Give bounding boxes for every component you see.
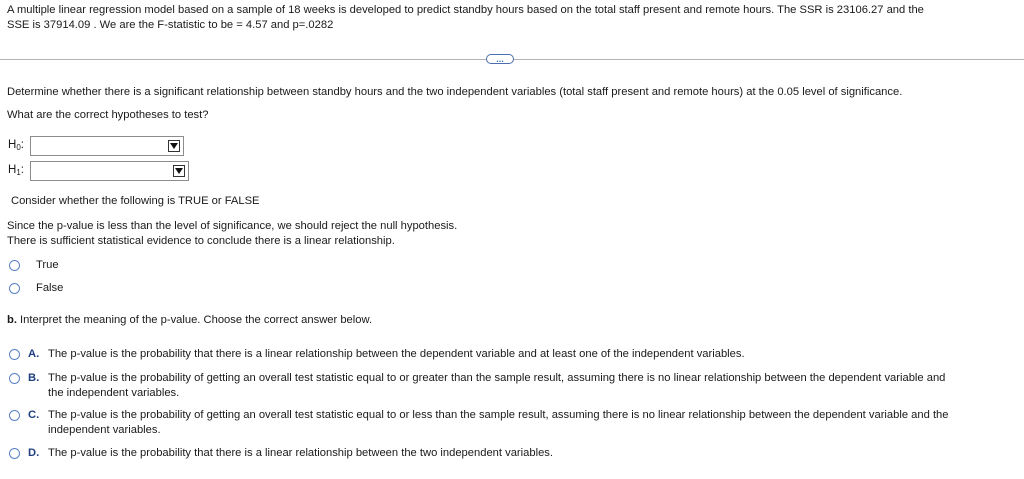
choice-d-letter[interactable]: D. <box>28 447 40 459</box>
h0-dropdown[interactable] <box>30 136 184 156</box>
question-intro: Determine whether there is a significant relationship between standby hours and the two independent variables (total staff present and remote hours) at the 0.05 level of significance. <box>7 86 903 98</box>
statement-line-1: Since the p-value is less than the level of significance, we should reject the null hypothesis. <box>7 220 458 232</box>
false-radio[interactable] <box>9 283 20 294</box>
dropdown-arrow-icon[interactable] <box>173 165 185 177</box>
choice-b-text[interactable]: The p-value is the probability of getting an overall test statistic equal to or greater than the sample result, assuming there is no linear relationship between the dependent variable and the independent variables. <box>48 372 946 399</box>
more-button[interactable]: ... <box>486 54 514 64</box>
choice-c-text[interactable]: The p-value is the probability of getting an overall test statistic equal to or less than the sample result, assuming there is no linear relationship between the dependent variable and the independent variables. <box>48 409 949 436</box>
h1-label: H1: <box>8 164 24 177</box>
statement-line-2: There is sufficient statistical evidence to conclude there is a linear relationship. <box>7 235 395 247</box>
choice-a-letter[interactable]: A. <box>28 348 40 360</box>
choice-c-radio[interactable] <box>9 410 20 421</box>
choice-d-radio[interactable] <box>9 448 20 459</box>
hypotheses-prompt: What are the correct hypotheses to test? <box>7 109 209 121</box>
problem-line-2: SSE is 37914.09 . We are the F-statistic to be = 4.57 and p=.0282 <box>7 19 334 31</box>
true-radio[interactable] <box>9 260 20 271</box>
problem-line-1: A multiple linear regression model based on a sample of 18 weeks is developed to predict standby hours based on the total staff present and remote hours. The SSR is 23106.27 and the <box>7 4 924 16</box>
choice-b-letter[interactable]: B. <box>28 372 40 384</box>
choice-c-letter[interactable]: C. <box>28 409 40 421</box>
h1-dropdown[interactable] <box>30 161 189 181</box>
dropdown-arrow-icon[interactable] <box>168 140 180 152</box>
h0-label: H0: <box>8 139 24 152</box>
choice-d-text[interactable]: The p-value is the probability that there is a linear relationship between the two independent variables. <box>48 447 553 459</box>
true-label[interactable]: True <box>36 259 59 271</box>
choice-a-text[interactable]: The p-value is the probability that there is a linear relationship between the dependent variable and at least one of the independent variables. <box>48 348 745 360</box>
problem-statement <box>7 3 1012 33</box>
part-b-prompt: b. Interpret the meaning of the p-value. Choose the correct answer below. <box>7 314 373 326</box>
choice-b-radio[interactable] <box>9 373 20 384</box>
false-label[interactable]: False <box>36 282 64 294</box>
choice-a-radio[interactable] <box>9 349 20 360</box>
tf-prompt: Consider whether the following is TRUE or FALSE <box>11 195 260 207</box>
